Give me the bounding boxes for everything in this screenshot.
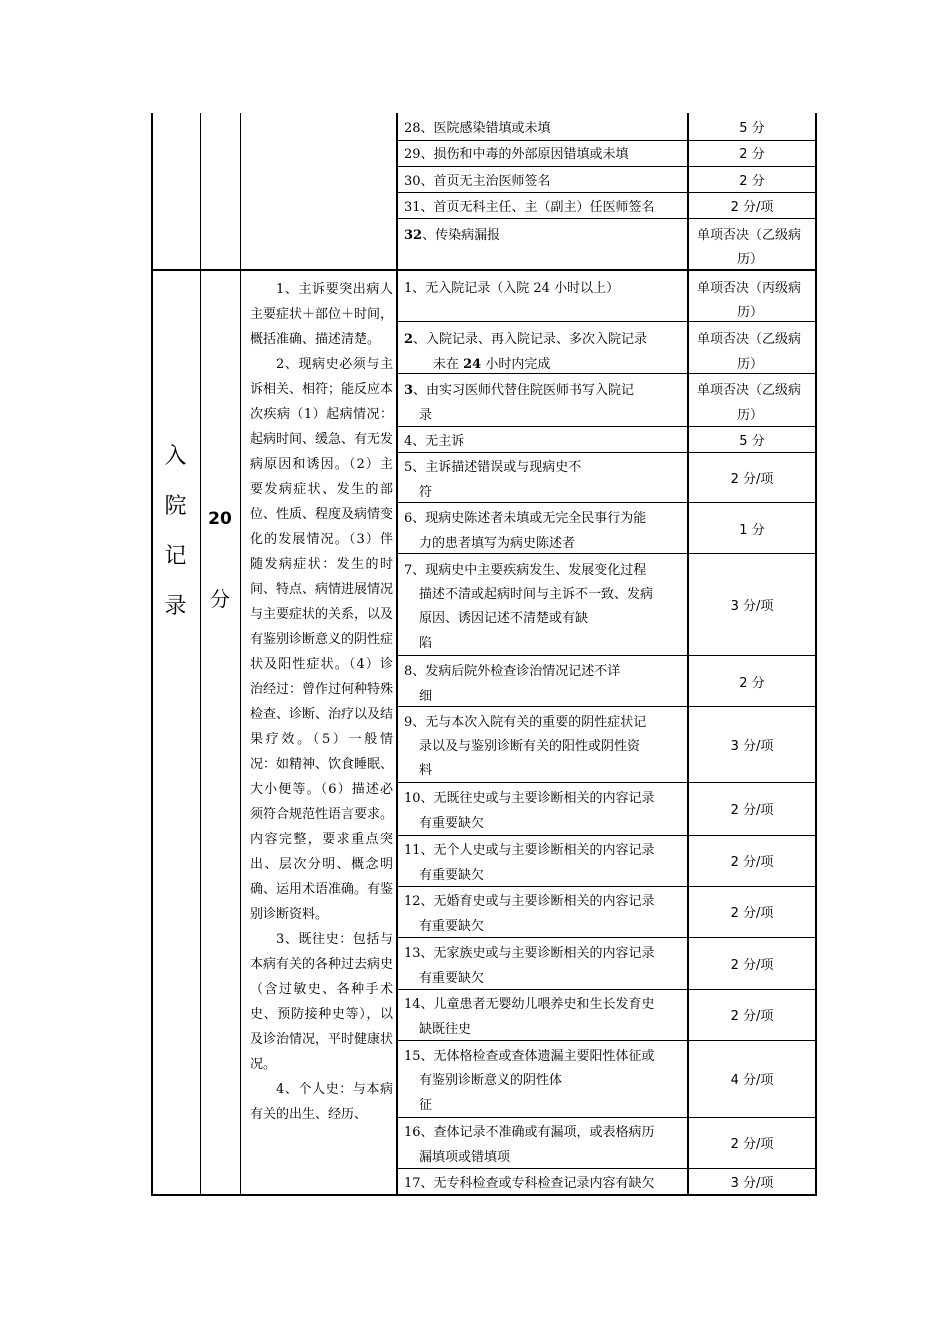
item-30-score: 2 分 xyxy=(739,174,765,189)
item-7-text: 7、现病史中主要疾病发生、发展变化过程 xyxy=(404,563,647,578)
item-12-text-cont: 有重要缺欠 xyxy=(419,919,485,934)
scoring-table xyxy=(151,113,817,1196)
item-2-text: 2、入院记录、再入院记录、多次入院记录 xyxy=(404,332,648,347)
section-title-char-4: 录 xyxy=(164,594,187,619)
item-14-text-cont: 缺既往史 xyxy=(419,1022,472,1037)
item-15-text-cont-2: 征 xyxy=(419,1098,433,1113)
item-7-text-cont-3: 陷 xyxy=(419,636,433,651)
item-9-text: 9、无与本次入院有关的重要的阴性症状记 xyxy=(404,715,647,730)
item-32-score-cont: 历） xyxy=(737,252,764,267)
item-16-text: 16、查体记录不准确或有漏项，或表格病历 xyxy=(404,1125,655,1140)
item-29-score: 2 分 xyxy=(739,147,765,162)
item-31-score: 2 分/项 xyxy=(730,200,774,215)
section-points: 20 xyxy=(208,509,232,529)
description-para-1: 1、主诉要突出病人主要症状＋部位＋时间，概括准确、描述清楚。 xyxy=(250,282,394,347)
item-14-score: 2 分/项 xyxy=(730,1009,774,1024)
item-6-text: 6、现病史陈述者未填或无完全民事行为能 xyxy=(404,511,647,526)
item-6-score: 1 分 xyxy=(739,523,765,538)
item-5-score: 2 分/项 xyxy=(730,472,774,487)
description-para-2: 2、现病史必须与主诉相关、相符；能反应本次疾病（1）起病情况：起病时间、缓急、有无发病原因和诱因。（2）主要发病症状、发生的部位、性质、程度及病情变化的发展情况。（3）伴随发病症状：发生的时间、特点、病情进展情况与主要症状的关系，以及有鉴别诊断意义的阴性症状及阳性症状。（4）诊治经过：曾作过何种特殊检查、诊断、治疗以及结果疗效。（5）一般情况：如精神、饮食睡眠、大小便等。（6）描述必须符合规范性语言要求。内容完整，要求重点突出、层次分明、概念明确、运用术语准确。有鉴别诊断资料。 xyxy=(250,357,394,922)
section-title-char-2: 院 xyxy=(164,494,187,519)
item-7-text-cont: 描述不清或起病时间与主诉不一致、发病 xyxy=(419,587,654,602)
item-7-score: 3 分/项 xyxy=(730,599,774,614)
item-28-text: 28、医院感染错填或未填 xyxy=(404,121,551,136)
item-9-text-cont-2: 料 xyxy=(419,763,433,778)
item-15-text: 15、无体格检查或查体遗漏主要阳性体征或 xyxy=(404,1049,655,1064)
item-10-text-cont: 有重要缺欠 xyxy=(419,816,485,831)
item-8-score: 2 分 xyxy=(739,676,765,691)
item-17-score: 3 分/项 xyxy=(730,1176,774,1191)
item-32-text: 32、传染病漏报 xyxy=(404,228,501,243)
section-title-char-1: 入 xyxy=(164,444,187,469)
item-29-text: 29、损伤和中毒的外部原因错填或未填 xyxy=(404,147,629,162)
item-4-score: 5 分 xyxy=(739,434,765,449)
item-10-score: 2 分/项 xyxy=(730,803,774,818)
item-7-text-cont-2: 原因、诱因记述不清楚或有缺 xyxy=(419,611,589,626)
item-28-score: 5 分 xyxy=(739,121,765,136)
item-1-score-cont: 历） xyxy=(737,305,764,320)
item-15-score: 4 分/项 xyxy=(730,1073,774,1088)
item-3-score: 单项否决（乙级病 xyxy=(697,383,802,398)
item-30-text: 30、首页无主治医师签名 xyxy=(404,174,551,189)
item-13-score: 2 分/项 xyxy=(730,958,774,973)
section-points-unit: 分 xyxy=(210,587,230,611)
item-6-text-cont: 力的患者填写为病史陈述者 xyxy=(419,536,576,551)
item-3-text-cont: 录 xyxy=(419,408,433,423)
item-2-text-cont: 未在 24 小时内完成 xyxy=(433,357,551,372)
item-17-text: 17、无专科检查或专科检查记录内容有缺欠 xyxy=(404,1176,655,1191)
item-2-score: 单项否决（乙级病 xyxy=(697,332,802,347)
section-title-char-3: 记 xyxy=(164,544,187,569)
item-5-text-cont: 符 xyxy=(419,485,433,500)
item-4-text: 4、无主诉 xyxy=(404,434,465,449)
item-15-text-cont: 有鉴别诊断意义的阴性体 xyxy=(419,1073,563,1088)
item-11-text: 11、无个人史或与主要诊断相关的内容记录 xyxy=(404,843,655,858)
item-11-score: 2 分/项 xyxy=(730,855,774,870)
item-1-text: 1、无入院记录（入院 24 小时以上） xyxy=(404,281,620,296)
item-2-score-cont: 历） xyxy=(737,357,764,372)
item-32-score: 单项否决（乙级病 xyxy=(697,228,802,243)
item-14-text: 14、儿童患者无婴幼儿喂养史和生长发育史 xyxy=(404,997,655,1012)
item-16-text-cont: 漏填项或错填项 xyxy=(419,1150,511,1165)
description-para-3: 3、既往史：包括与本病有关的各种过去病史（含过敏史、各种手术史、预防接种史等），以及诊治情况，平时健康状况。 xyxy=(250,932,394,1072)
item-16-score: 2 分/项 xyxy=(730,1137,774,1152)
item-9-score: 3 分/项 xyxy=(730,739,774,754)
item-31-text: 31、首页无科主任、主（副主）任医师签名 xyxy=(404,200,655,215)
item-11-text-cont: 有重要缺欠 xyxy=(419,868,485,883)
item-13-text-cont: 有重要缺欠 xyxy=(419,971,485,986)
item-8-text-cont: 细 xyxy=(419,689,433,704)
section-description xyxy=(250,277,393,1127)
item-9-text-cont: 录以及与鉴别诊断有关的阳性或阴性资 xyxy=(419,739,641,754)
item-5-text: 5、主诉描述错误或与现病史不 xyxy=(404,460,582,475)
item-12-score: 2 分/项 xyxy=(730,906,774,921)
item-3-text: 3、由实习医师代替住院医师书写入院记 xyxy=(404,383,635,398)
item-12-text: 12、无婚育史或与主要诊断相关的内容记录 xyxy=(404,894,655,909)
description-para-4: 4、个人史：与本病有关的出生、经历、 xyxy=(250,1082,393,1122)
item-13-text: 13、无家族史或与主要诊断相关的内容记录 xyxy=(404,946,655,961)
item-1-score: 单项否决（丙级病 xyxy=(697,281,802,296)
item-3-score-cont: 历） xyxy=(737,408,764,423)
item-10-text: 10、无既往史或与主要诊断相关的内容记录 xyxy=(404,791,655,806)
item-8-text: 8、发病后院外检查诊治情况记述不详 xyxy=(404,664,621,679)
